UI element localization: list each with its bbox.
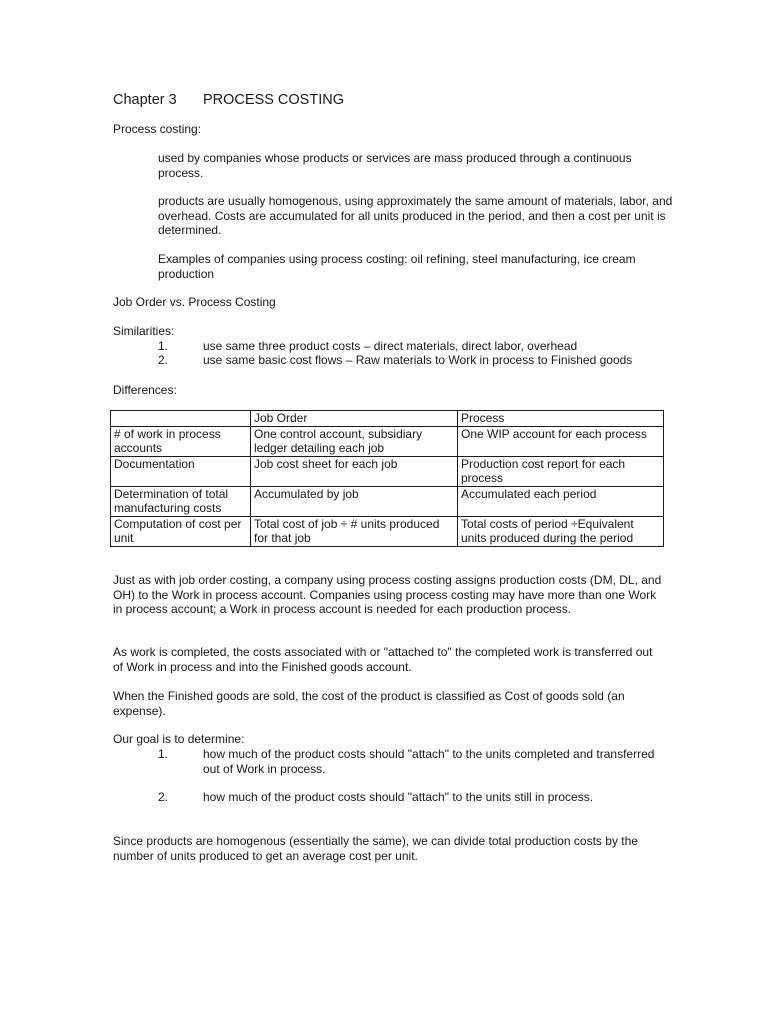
table-row (111, 426, 664, 456)
goal-text: how much of the product costs should "attach" to the units completed and transferred out of Work in process. (203, 747, 655, 776)
table-cell: Accumulated each period (458, 486, 664, 516)
table-cell: Job cost sheet for each job (251, 456, 458, 486)
table-header-cell (111, 411, 251, 427)
conclusion-paragraph: Since products are homogenous (essentially the same), we can divide total production costs by the number of units produced to get an average cost per unit. (113, 834, 638, 863)
goal-heading: Our goal is to determine: (113, 732, 245, 746)
table-header-cell: Process (458, 411, 664, 427)
table-cell: Determination of total manufacturing costs (111, 486, 251, 516)
table-header-row (111, 411, 664, 427)
similarity-text: use same basic cost flows – Raw materials to Work in process to Finished goods (203, 353, 633, 367)
goal-number: 2. (158, 790, 169, 804)
table-cell: Computation of cost per unit (111, 516, 251, 546)
similarity-number: 1. (158, 339, 169, 353)
goal-item (158, 790, 678, 805)
body-paragraph-3: When the Finished goods are sold, the cost of the product is classified as Cost of goods sold (an expense). (113, 689, 625, 718)
table-cell: Total cost of job ÷ # units produced for that job (251, 516, 458, 546)
comparison-heading: Job Order vs. Process Costing (113, 295, 276, 309)
intro-paragraph-2: products are usually homogenous, using approximately the same amount of materials, labor, and overhead. Costs are accumulated for all units produced in the period, and then a cost per unit is determined. (158, 194, 673, 237)
similarities-heading: Similarities: (113, 324, 175, 338)
table-cell: Total costs of period ÷Equivalent units produced during the period (458, 516, 664, 546)
similarity-item (158, 353, 678, 368)
chapter-heading (113, 91, 344, 109)
table-row (111, 516, 664, 546)
chapter-title: PROCESS COSTING (203, 92, 344, 108)
goal-text: how much of the product costs should "attach" to the units still in process. (203, 790, 594, 804)
table-row (111, 486, 664, 516)
differences-table (110, 410, 664, 547)
intro-paragraph-1: used by companies whose products or services are mass produced through a continuous process. (158, 151, 632, 180)
intro-paragraph-3: Examples of companies using process costing: oil refining, steel manufacturing, ice cream production (158, 252, 636, 281)
table-row (111, 456, 664, 486)
similarity-item (158, 339, 678, 354)
body-paragraph-1: Just as with job order costing, a company using process costing assigns production costs (DM, DL, and OH) to the Work in process account. Companies using process costing may have more than one Work in process account; a Work in process account is needed for each production process. (113, 573, 662, 616)
chapter-number: Chapter 3 (113, 92, 177, 108)
goal-number: 1. (158, 747, 169, 761)
differences-heading: Differences: (113, 383, 177, 397)
process-costing-heading: Process costing: (113, 122, 202, 136)
similarity-text: use same three product costs – direct materials, direct labor, overhead (203, 339, 578, 353)
table-header-cell: Job Order (251, 411, 458, 427)
table-cell: Accumulated by job (251, 486, 458, 516)
table-cell: One control account, subsidiary ledger detailing each job (251, 426, 458, 456)
table-cell: # of work in process accounts (111, 426, 251, 456)
table-cell: Documentation (111, 456, 251, 486)
goal-item (158, 747, 678, 776)
similarity-number: 2. (158, 353, 169, 367)
table-cell: Production cost report for each process (458, 456, 664, 486)
body-paragraph-2: As work is completed, the costs associated with or "attached to" the completed work is transferred out of Work in process and into the Finished goods account. (113, 645, 653, 674)
table-cell: One WIP account for each process (458, 426, 664, 456)
